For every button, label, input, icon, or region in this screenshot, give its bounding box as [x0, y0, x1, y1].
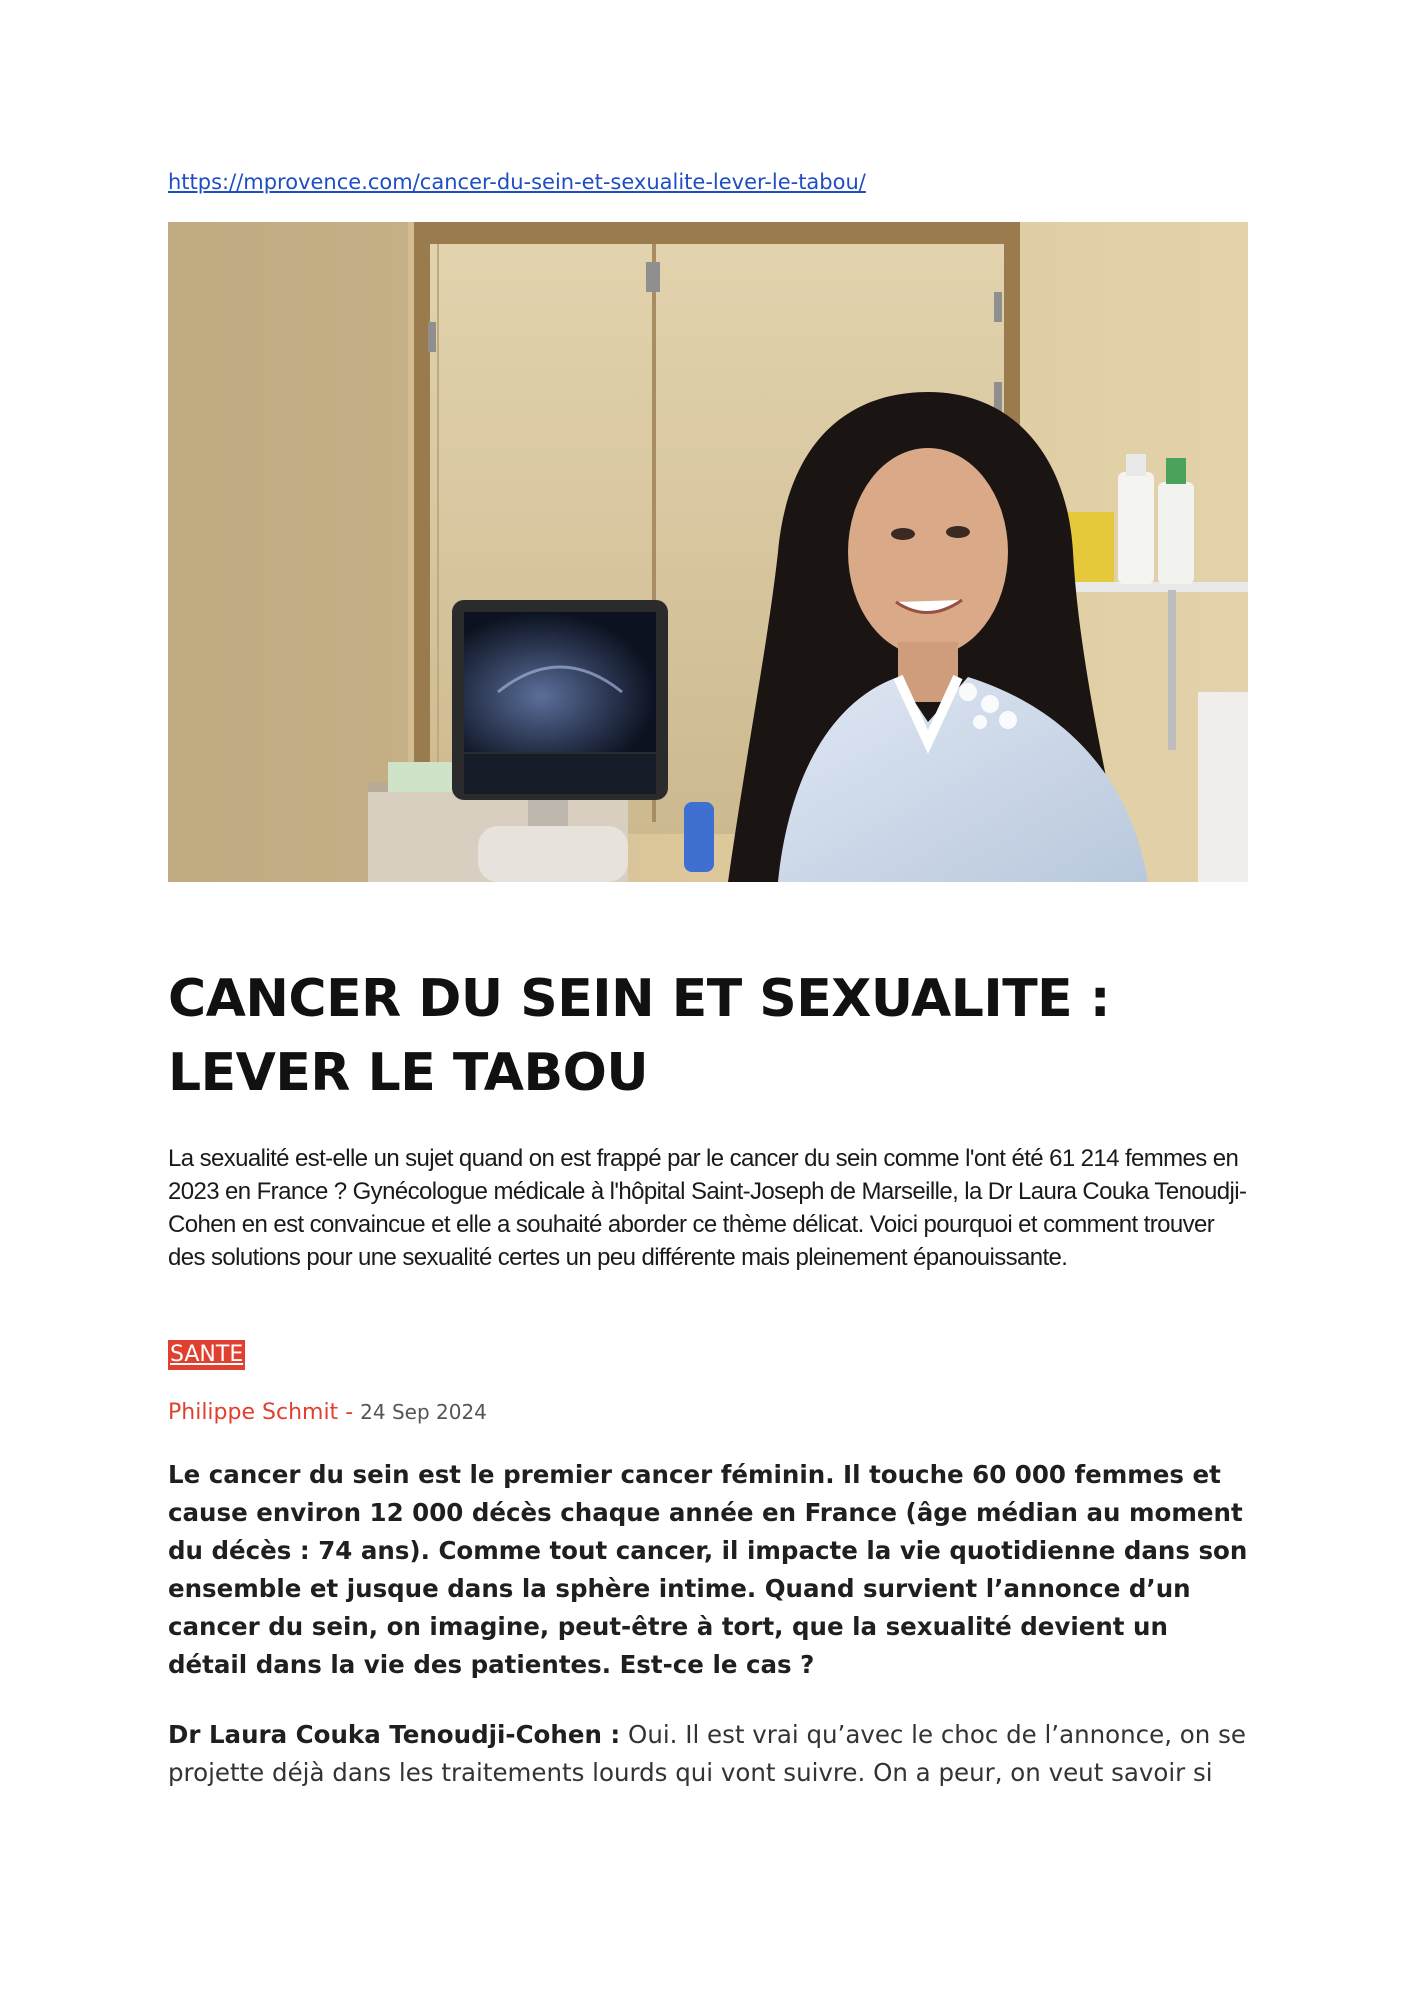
article-lead: La sexualité est-elle un sujet quand on est frappé par le cancer du sein comme l'ont été 61 214 femmes en 2023 en France ? Gynécologue médicale à l'hôpital Saint-Joseph de Marseille, la Dr Laura Couka Tenoudji-Cohen en est convaincue et elle a souhaité aborder ce thème délicat. Voici pourquoi et comment trouver des solutions pour une sexualité certes un peu différente mais pleinement épanouissante. [168, 1145, 1247, 1271]
article-title: CANCER DU SEIN ET SEXUALITE : LEVER LE TABOU [168, 969, 1111, 1103]
answer-text: Oui. Il est vrai qu’avec le choc de l’annonce, on se projette déjà dans les traitements lourds qui vont suivre. On a peur, on veut savoir si [168, 1720, 1246, 1787]
source-url-link[interactable]: https://mprovence.com/cancer-du-sein-et-sexualite-lever-le-tabou/ [168, 170, 866, 194]
category-tag-link[interactable]: SANTE [168, 1340, 245, 1370]
hero-photo [168, 222, 1248, 882]
byline-separator: - [345, 1400, 354, 1425]
byline [168, 1400, 487, 1425]
speaker-name: Dr Laura Couka Tenoudji-Cohen : [168, 1720, 621, 1749]
article-intro: Le cancer du sein est le premier cancer féminin. Il touche 60 000 femmes et cause environ 12 000 décès chaque année en France (âge médian au moment du décès : 74 ans). Comme tout cancer, il impacte la vie quotidienne dans son ensemble et jusque dans la sphère intime. Quand survient l’annonce d’un cancer du sein, on imagine, peut-être à tort, que la sexualité devient un détail dans la vie des patientes. Est-ce le cas ? [168, 1460, 1248, 1679]
interview-paragraph [168, 1716, 1248, 1792]
publish-date: 24 Sep 2024 [360, 1400, 487, 1424]
author-name[interactable]: Philippe Schmit [168, 1400, 339, 1425]
